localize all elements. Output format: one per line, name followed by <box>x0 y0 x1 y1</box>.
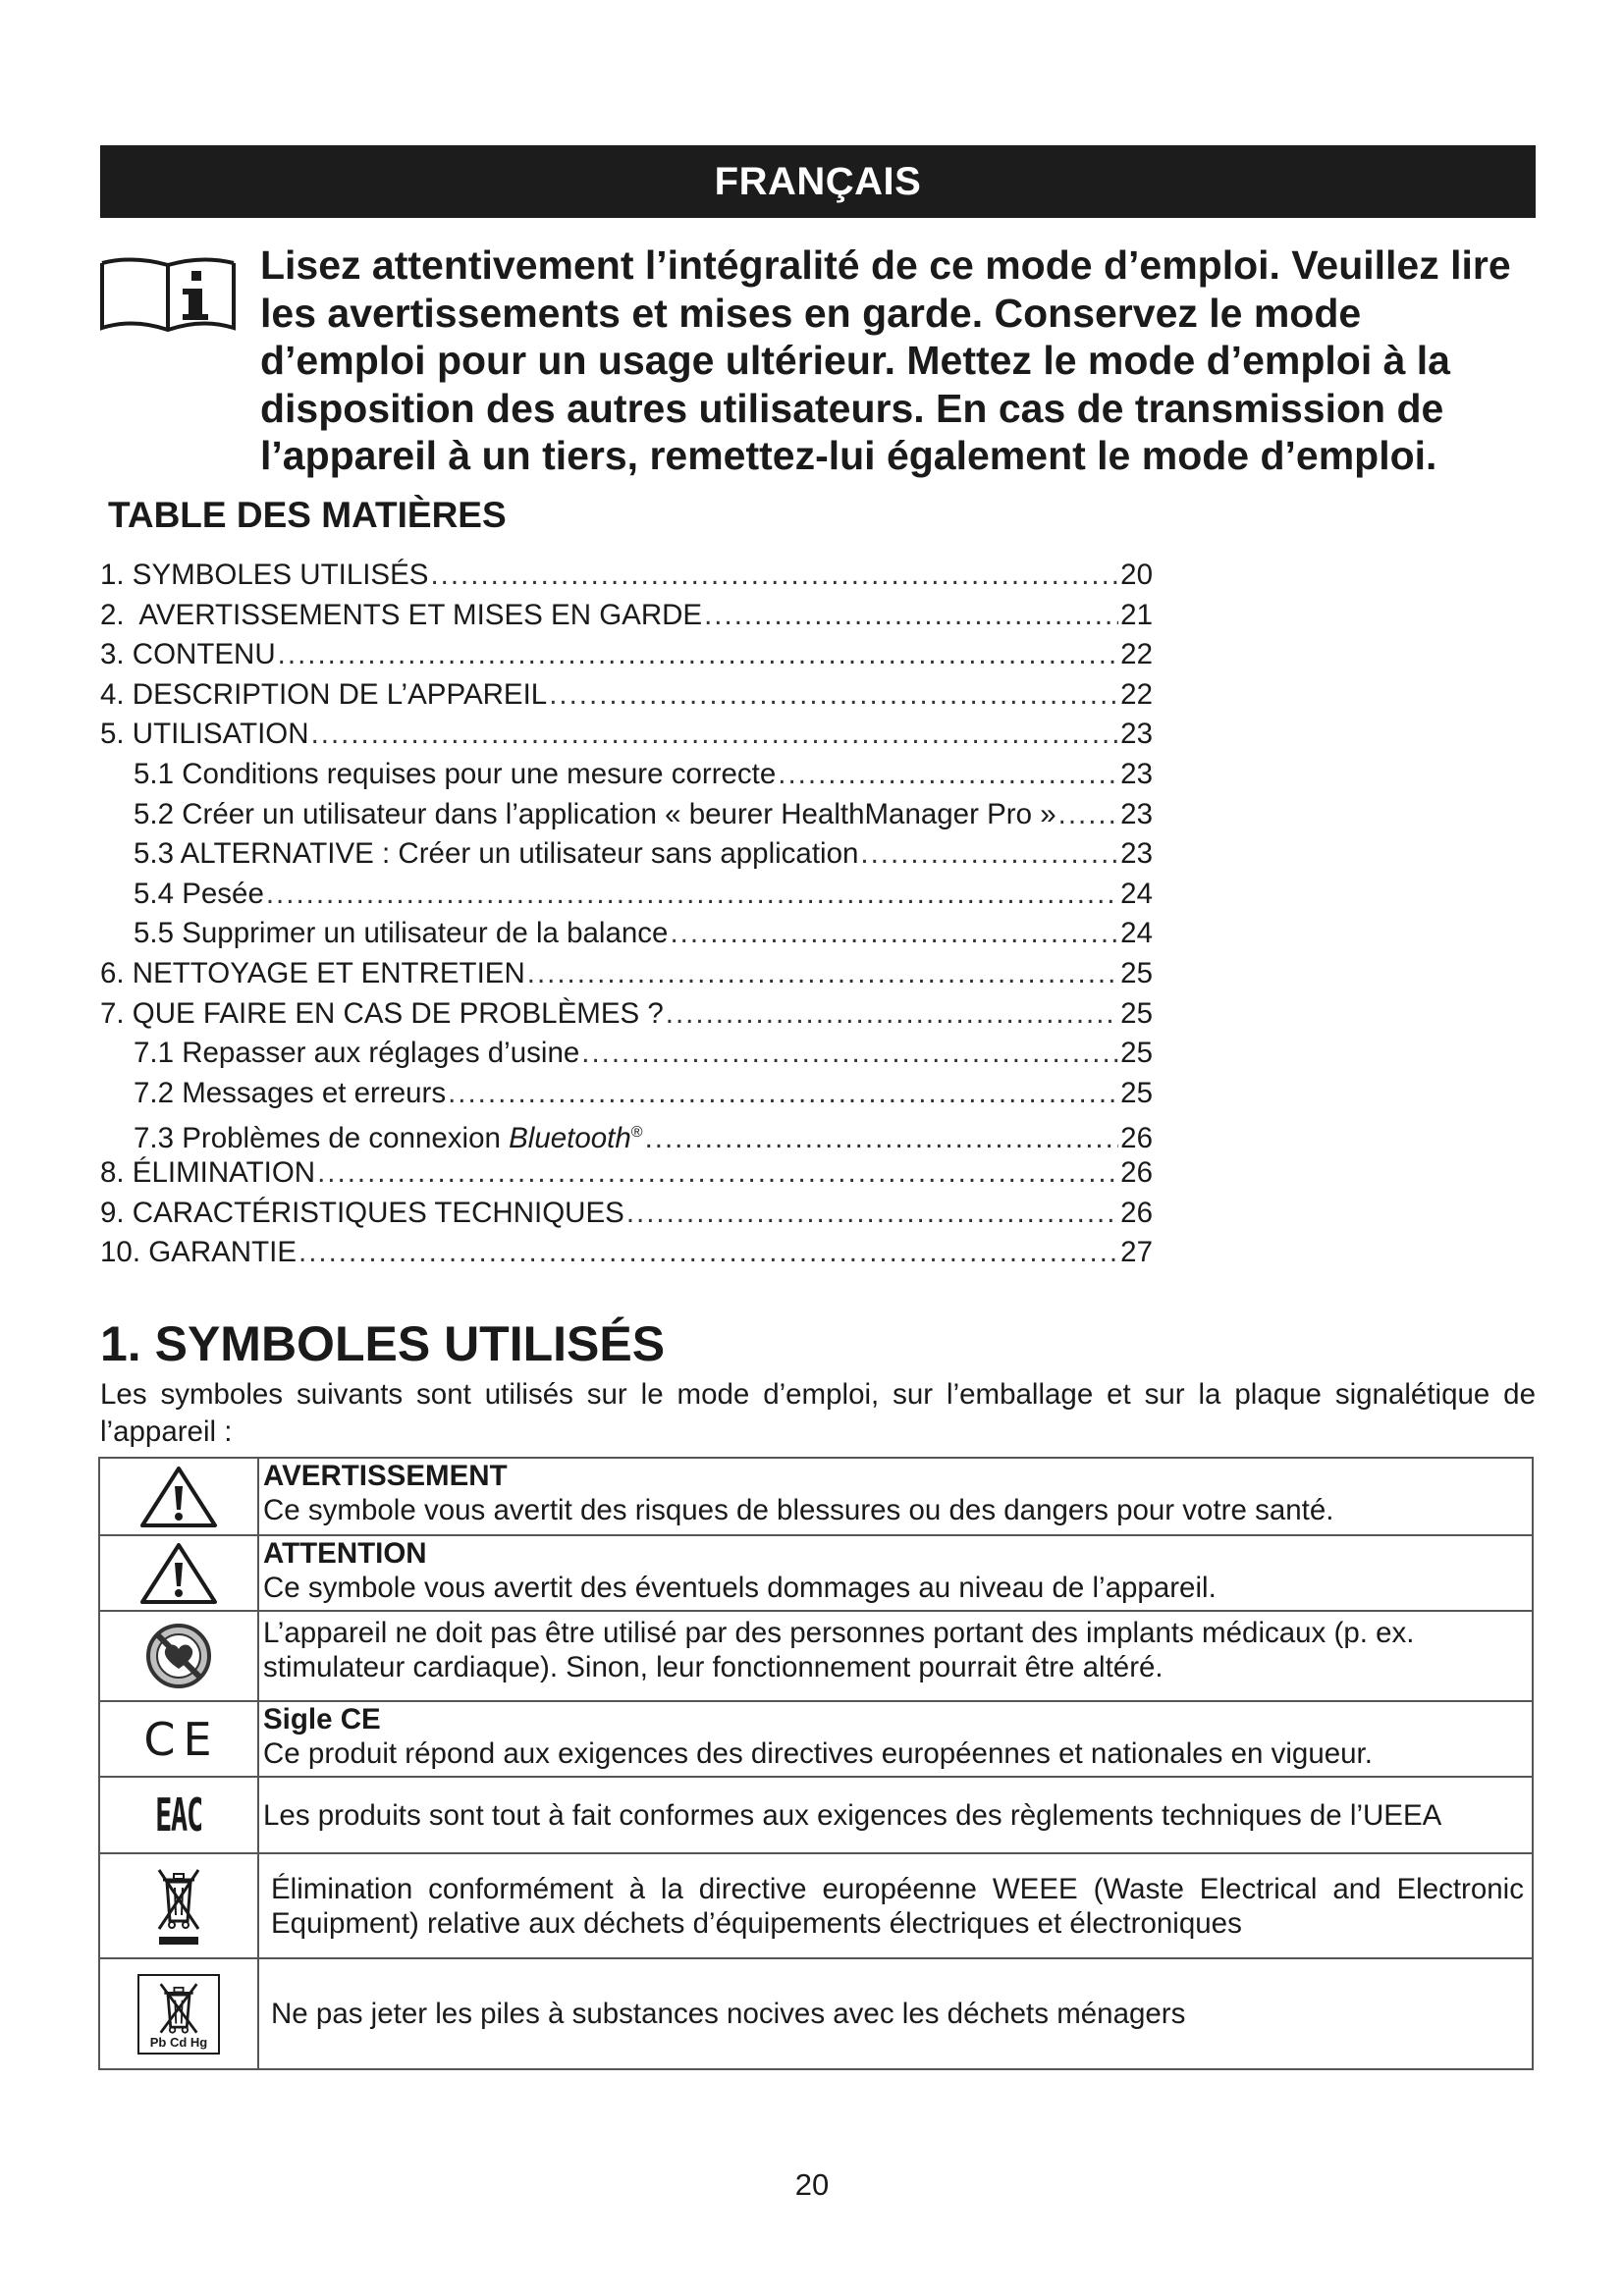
toc-entry[interactable] <box>100 954 1153 994</box>
symbol-title: Sigle CE <box>263 1703 381 1735</box>
caution-triangle-icon <box>138 1541 219 1606</box>
toc-entry-page: 23 <box>1120 757 1153 790</box>
language-header: FRANÇAIS <box>100 145 1536 218</box>
symbol-description <box>258 1777 1533 1853</box>
toc-leader <box>430 556 1118 596</box>
toc-subentry[interactable] <box>100 755 1153 795</box>
toc-entry-page: 23 <box>1120 797 1153 830</box>
toc-entry-page: 22 <box>1120 638 1153 671</box>
toc-entry-label: 7.2 Messages et erreurs <box>134 1076 447 1109</box>
toc-entry-page: 23 <box>1120 837 1153 871</box>
toc-entry[interactable] <box>100 635 1153 675</box>
toc-entry-page: 27 <box>1120 1236 1153 1269</box>
no-pacemaker-icon <box>144 1622 213 1690</box>
crossed-bin-icon <box>157 1980 200 2035</box>
toc-entry[interactable] <box>100 596 1153 636</box>
symbol-text: Les produits sont tout à fait conformes aux exigences des règlements techniques de l’UEEA <box>263 1798 1442 1832</box>
toc-leader <box>266 875 1118 915</box>
table-row <box>99 1958 1533 2069</box>
toc-entry-page: 22 <box>1120 677 1153 711</box>
toc-leader <box>860 834 1118 875</box>
toc-entry-page: 24 <box>1120 917 1153 950</box>
symbol-cell <box>99 1611 258 1701</box>
toc-entry-label: 5. UTILISATION <box>100 718 309 751</box>
toc-entry-page: 25 <box>1120 996 1153 1030</box>
table-row <box>99 1701 1533 1777</box>
intro-text: Lisez attentivement l’intégralité de ce mode d’emploi. Veuillez lire les avertissements et mises en garde. Conservez le mode d’emploi pour un usage ultérieur. Mettez le mode d’emploi à la disposition des autres utilisateurs. En cas de transmission de l’appareil à un tiers, remettez-lui également le mode d’emploi. <box>260 242 1511 478</box>
symbol-text: Ne pas jeter les piles à substances nocives avec les déchets ménagers <box>271 1998 1186 2030</box>
warning-triangle-icon <box>138 1465 219 1529</box>
toc-entry-page: 25 <box>1120 956 1153 989</box>
toc-entry[interactable] <box>100 1233 1153 1273</box>
toc-entry-label: 4. DESCRIPTION DE L’APPAREIL <box>100 677 548 711</box>
symbol-description <box>258 1458 1533 1535</box>
toc-title: TABLE DES MATIÈRES <box>108 495 507 535</box>
toc-leader <box>549 675 1118 716</box>
toc-entry[interactable] <box>100 715 1153 755</box>
symbol-text: Ce symbole vous avertit des risques de blessures ou des dangers pour votre santé. <box>263 1494 1334 1526</box>
table-row <box>99 1853 1533 1958</box>
toc-entry-label: 1. SYMBOLES UTILISÉS <box>100 559 429 591</box>
symbol-description <box>258 1958 1533 2069</box>
toc-subentry[interactable] <box>100 875 1153 915</box>
table-row <box>99 1777 1533 1853</box>
toc-subentry[interactable] <box>100 834 1153 875</box>
toc-leader <box>311 715 1119 755</box>
toc-leader <box>1058 795 1119 835</box>
toc-entry-label: 5.3 ALTERNATIVE : Créer un utilisateur sans application <box>134 837 859 871</box>
battery-chemicals-label: Pb Cd Hg <box>149 2034 208 2050</box>
toc-entry-page: 20 <box>1120 559 1153 591</box>
toc-entry-page: 26 <box>1120 1155 1153 1189</box>
toc-entry-label: 7. QUE FAIRE EN CAS DE PROBLÈMES ? <box>100 996 664 1030</box>
toc-leader <box>670 914 1118 954</box>
toc-entry-label-prefix: 7.3 Problèmes de connexion <box>134 1122 510 1155</box>
toc-entry-label: 5.1 Conditions requises pour une mesure correcte <box>134 757 777 790</box>
toc-subentry[interactable] <box>100 914 1153 954</box>
section-title: 1. SYMBOLES UTILISÉS <box>100 1316 666 1371</box>
toc-entry-label: 10. GARANTIE <box>100 1236 298 1269</box>
toc-entry[interactable] <box>100 556 1153 596</box>
section-intro: Les symboles suivants sont utilisés sur le mode d’emploi, sur l’emballage et sur la plaque signalétique de l’appareil : <box>100 1378 1536 1448</box>
symbol-cell <box>99 1777 258 1853</box>
symbol-cell <box>99 1958 258 2069</box>
toc-entry-page: 26 <box>1120 1122 1153 1155</box>
symbol-cell <box>99 1535 258 1611</box>
symbol-text: Élimination conformément à la directive européenne WEEE (Waste Electrical and Electronic Equipment) relative aux déchets d’équipements électriques et électroniques <box>271 1872 1524 1940</box>
toc-entry-label: 8. ÉLIMINATION <box>100 1155 316 1189</box>
toc-entry-page: 25 <box>1120 1037 1153 1070</box>
symbol-text: Ce symbole vous avertit des éventuels dommages au niveau de l’appareil. <box>263 1572 1217 1604</box>
weee-bin-icon <box>155 1864 202 1949</box>
toc-entry[interactable] <box>100 1194 1153 1234</box>
symbol-cell <box>99 1701 258 1777</box>
registered-mark: ® <box>630 1124 643 1142</box>
toc-entry-page: 26 <box>1120 1196 1153 1229</box>
toc-leader <box>317 1153 1118 1194</box>
table-row <box>99 1458 1533 1535</box>
symbol-text: L’appareil ne doit pas être utilisé par des personnes portant des implants médicaux (p. ex. stimulateur cardiaque). Sinon, leur fonctionnement pourrait être altéré. <box>263 1617 1415 1683</box>
toc-entry-label: 2. AVERTISSEMENTS ET MISES EN GARDE <box>100 598 703 631</box>
toc-entry-page: 21 <box>1120 598 1153 631</box>
toc-leader <box>278 635 1119 675</box>
toc-entry-label: 5.5 Supprimer un utilisateur de la balance <box>134 917 669 950</box>
symbol-description <box>258 1535 1533 1611</box>
table-row <box>99 1535 1533 1611</box>
toc-entry-label: 6. NETTOYAGE ET ENTRETIEN <box>100 956 525 989</box>
symbol-text: Ce produit répond aux exigences des directives européennes et nationales en vigueur. <box>263 1737 1373 1770</box>
symbols-table <box>98 1457 1534 2070</box>
symbol-description <box>258 1853 1533 1958</box>
table-of-contents <box>100 556 1153 1273</box>
toc-leader <box>626 1194 1118 1234</box>
toc-leader <box>448 1074 1118 1114</box>
toc-leader <box>298 1233 1118 1273</box>
symbol-title: AVERTISSEMENT <box>263 1460 508 1492</box>
toc-entry-label: 5.2 Créer un utilisateur dans l’application « beurer HealthManager Pro » <box>134 797 1056 830</box>
toc-entry-label: 3. CONTENU <box>100 638 276 671</box>
toc-subentry[interactable] <box>100 1034 1153 1074</box>
toc-subentry[interactable] <box>100 1074 1153 1114</box>
toc-leader <box>666 994 1118 1035</box>
toc-subentry[interactable] <box>100 1113 1153 1153</box>
toc-subentry[interactable] <box>100 795 1153 835</box>
toc-entry-label: 5.4 Pesée <box>134 877 264 910</box>
symbol-title: ATTENTION <box>263 1537 427 1570</box>
eac-mark-icon: EAC <box>155 1789 202 1842</box>
table-row <box>99 1611 1533 1701</box>
toc-entry-page: 23 <box>1120 718 1153 751</box>
battery-disposal-icon <box>137 1974 220 2055</box>
toc-entry[interactable] <box>100 1153 1153 1194</box>
manual-info-icon <box>98 253 238 338</box>
toc-leader <box>704 596 1118 636</box>
symbol-description <box>258 1611 1533 1701</box>
page-number: 20 <box>794 2167 830 2202</box>
toc-leader <box>778 755 1118 795</box>
toc-entry[interactable] <box>100 994 1153 1035</box>
symbol-cell <box>99 1458 258 1535</box>
toc-leader <box>527 954 1118 994</box>
toc-entry-label: 9. CARACTÉRISTIQUES TECHNIQUES <box>100 1196 624 1229</box>
toc-entry-page: 25 <box>1120 1076 1153 1109</box>
symbol-cell <box>99 1853 258 1958</box>
toc-entry-label <box>134 1113 643 1158</box>
symbol-description <box>258 1701 1533 1777</box>
ce-mark-icon: CE <box>143 1712 220 1766</box>
toc-entry-label: 7.1 Repasser aux réglages d’usine <box>134 1037 580 1070</box>
toc-entry[interactable] <box>100 675 1153 716</box>
toc-leader <box>581 1034 1118 1074</box>
toc-entry-label-italic: Bluetooth <box>509 1122 631 1155</box>
toc-entry-page: 24 <box>1120 877 1153 910</box>
